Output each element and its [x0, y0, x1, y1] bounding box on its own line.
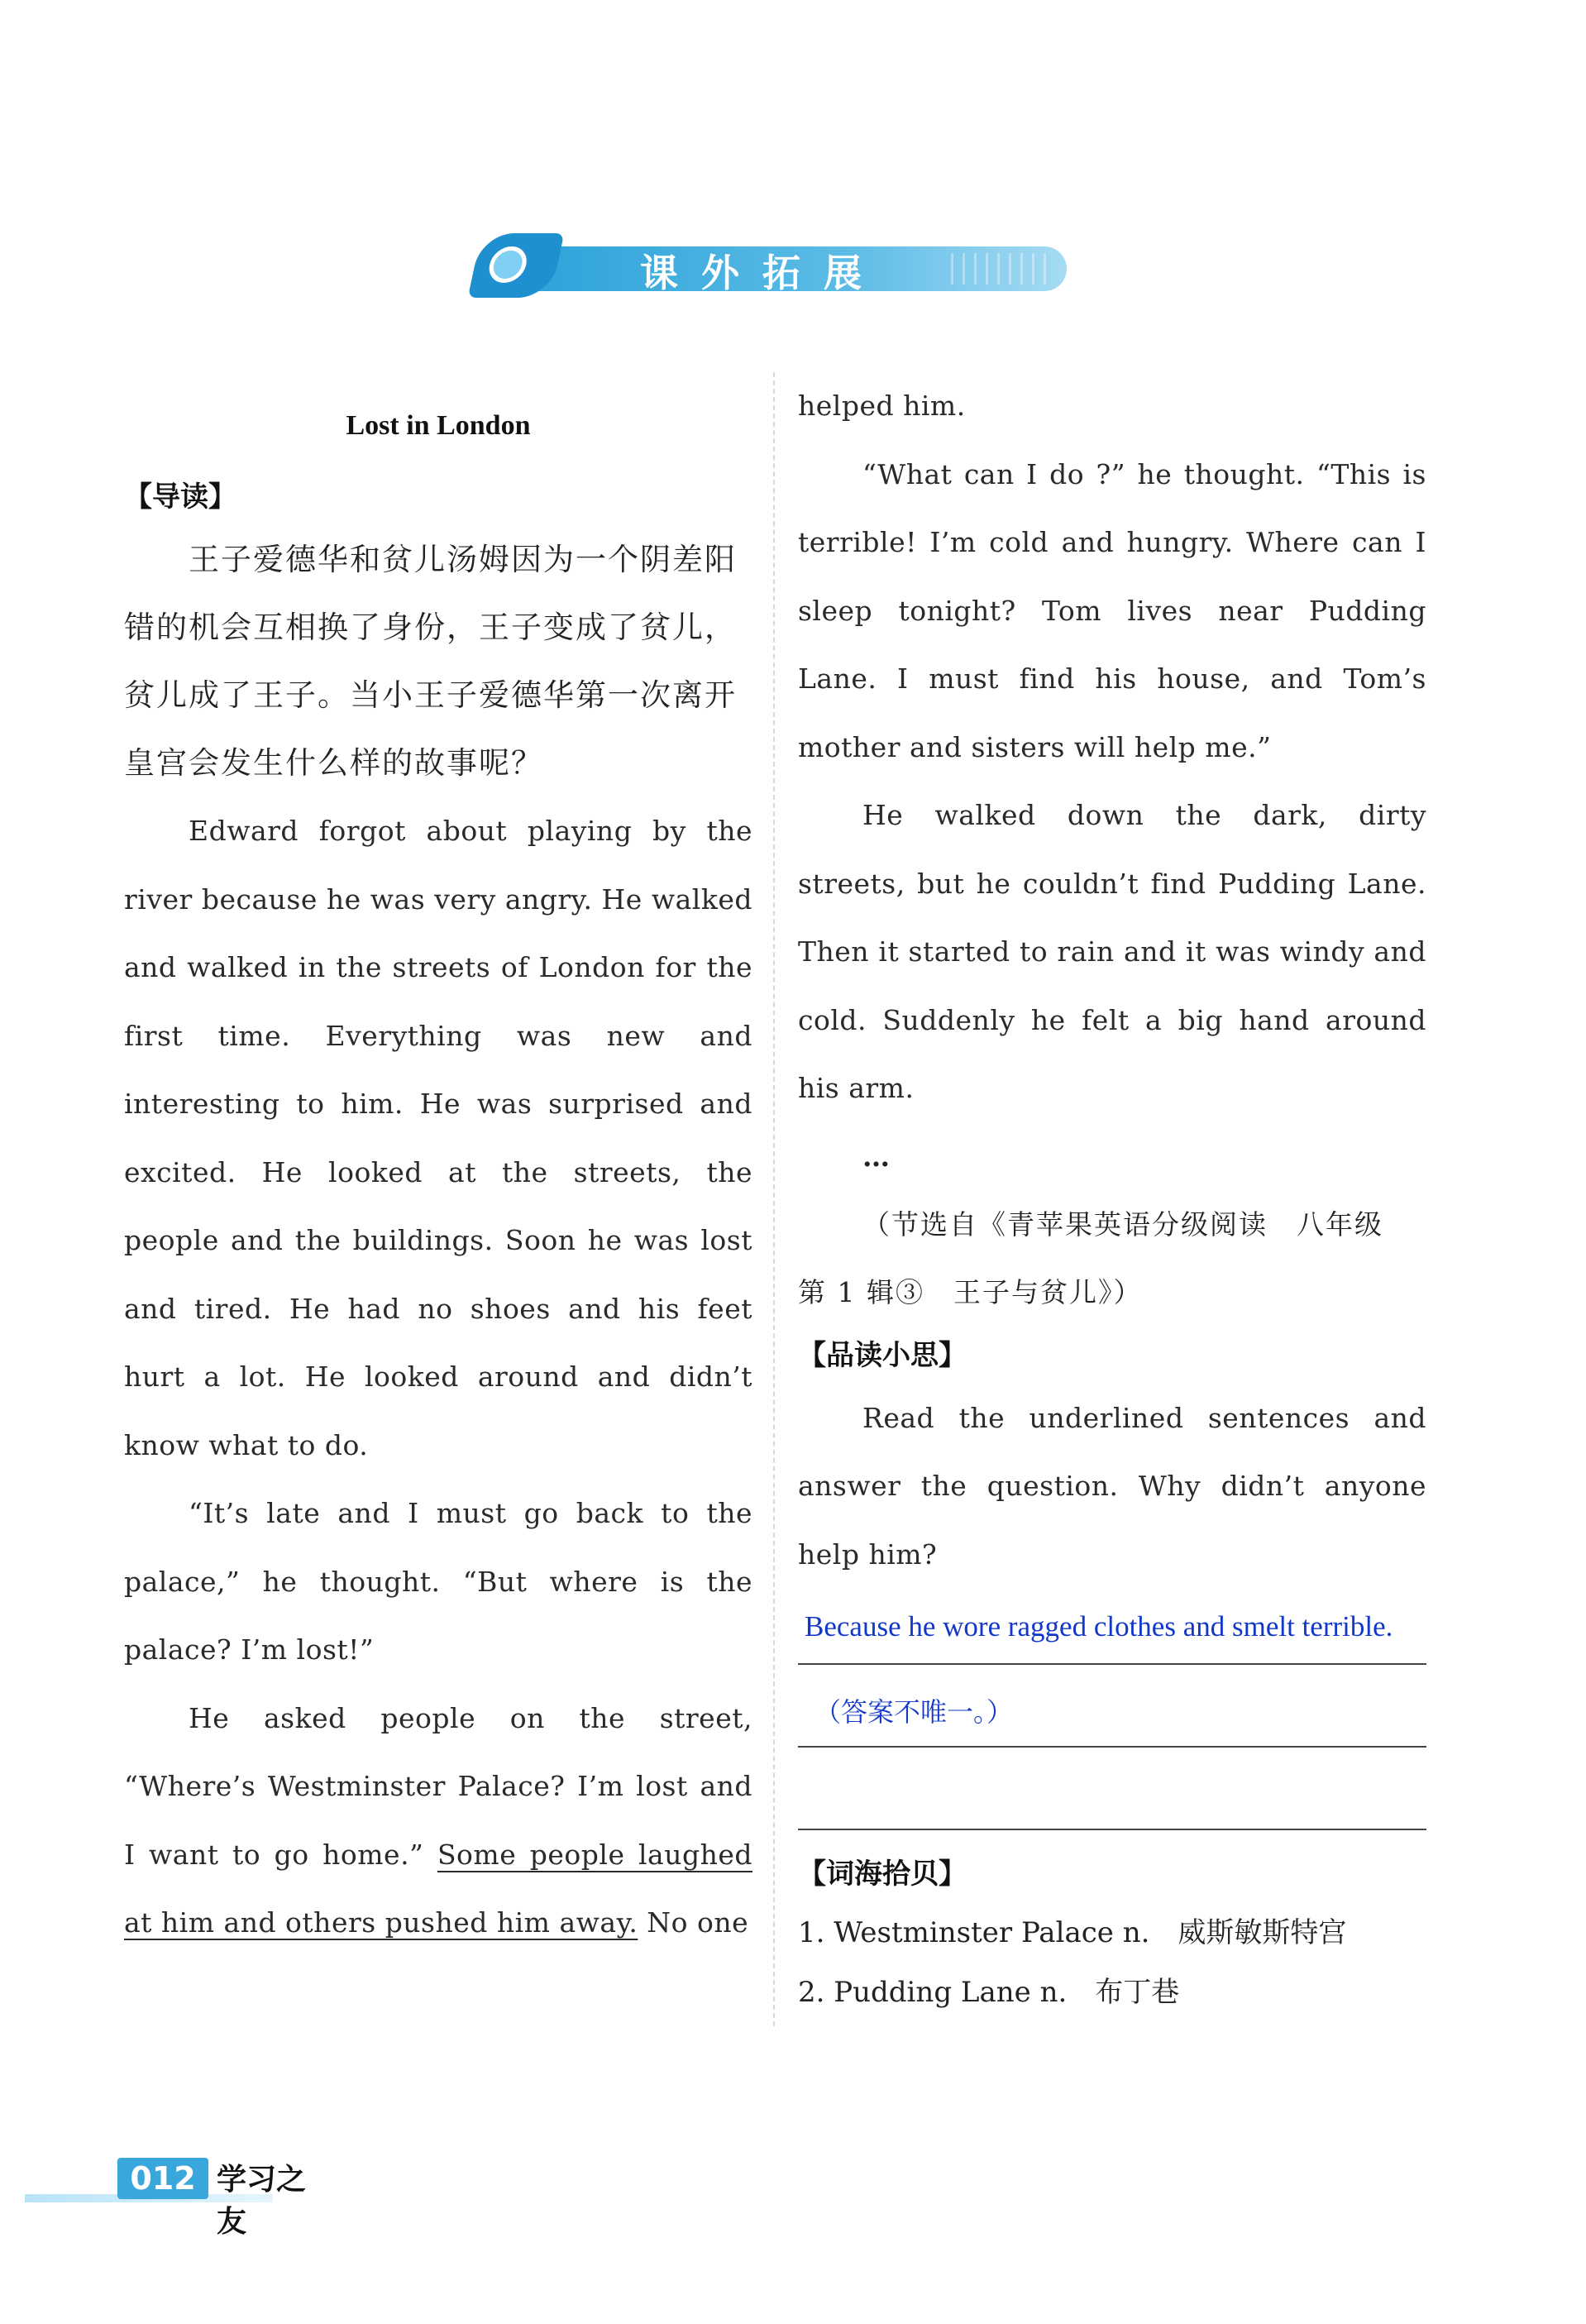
- ellipsis: …: [862, 1140, 890, 1173]
- guide-text: 王子爱德华和贫儿汤姆因为一个阴差阳错的机会互相换了身份，王子变成了贫儿，贫儿成了王子。当小王子爱德华第一次离开皇宫会发生什么样的故事呢？: [124, 542, 737, 781]
- underlined-sentence: Some people laughed at him and others pushed him away.: [124, 1838, 752, 1939]
- source-citation: （节选自《青苹果英语分级阅读 八年级 第 1 辑③ 王子与贫儿》）: [798, 1207, 1412, 1308]
- story-paragraph-5: He walked down the dark, dirty streets, but he couldn’t find Pudding Lane. Then it started to rain and it was windy and cold. Suddenly he felt a big hand around his arm.: [798, 799, 1426, 1104]
- vocab-heading: 【词海拾贝】: [798, 1858, 967, 1891]
- story-paragraph-3: [124, 1685, 752, 1958]
- story-paragraph-3-text: He asked people on the street, “Where’s Westminster Palace? I’m lost and I want to go home.”: [124, 1701, 752, 1871]
- page-footer: [25, 2154, 307, 2239]
- page-number: 012: [117, 2158, 208, 2199]
- answer-line-2[interactable]: [798, 1671, 1426, 1754]
- right-column: [798, 372, 1426, 2022]
- guide-heading: 【导读】: [124, 481, 236, 514]
- answer-line-1[interactable]: [798, 1589, 1426, 1671]
- magnifier-lens: [486, 246, 530, 283]
- story-paragraph-4: “What can I do ?” he thought. “This is terrible! I’m cold and hungry. Where can I sleep tonight? Tom lives near Pudding Lane. I must find his house, and Tom’s mother and sisters will help me.”: [798, 457, 1426, 763]
- answer-line-3[interactable]: [798, 1754, 1426, 1845]
- banner-title: 课外拓展: [640, 251, 885, 295]
- answer-underline: [798, 1663, 1426, 1665]
- column-divider: [773, 372, 775, 2026]
- think-question: Read the underlined sentences and answer the question. Why didn’t anyone help him?: [798, 1401, 1426, 1571]
- answer-text: Because he wore ragged clothes and smelt terrible.: [805, 1610, 1393, 1643]
- story-paragraph-3-continued: helped him.: [798, 390, 966, 422]
- answer-underline: [798, 1829, 1426, 1830]
- book-label: 学习之友: [217, 2163, 307, 2239]
- vocab-item: 1. Westminster Palace n. 威斯敏斯特宫: [798, 1916, 1347, 1949]
- answer-underline: [798, 1746, 1426, 1748]
- left-column: [124, 405, 752, 1958]
- story-title: Lost in London: [346, 410, 531, 441]
- story-paragraph-3-noone: No one: [638, 1906, 749, 1939]
- banner-stripes: [951, 253, 1050, 285]
- story-paragraph-1: Edward forgot about playing by the river because he was very angry. He walked and walked in the streets of London for the first time. Everything was new and interesting to him. He was surprised and excited. He looked at the streets, the people and the buildings. Soon he was lost and tired. He had no shoes and his feet hurt a lot. He looked around and didn’t know what to do.: [124, 815, 752, 1461]
- think-heading: 【品读小思】: [798, 1338, 967, 1372]
- section-banner: [475, 233, 1070, 299]
- vocab-item: 2. Pudding Lane n. 布丁巷: [798, 1976, 1180, 2009]
- story-paragraph-2: “It’s late and I must go back to the palace,” he thought. “But where is the palace? I’m lost!”: [124, 1497, 752, 1666]
- answer-note: （答案不唯一。）: [814, 1696, 1014, 1728]
